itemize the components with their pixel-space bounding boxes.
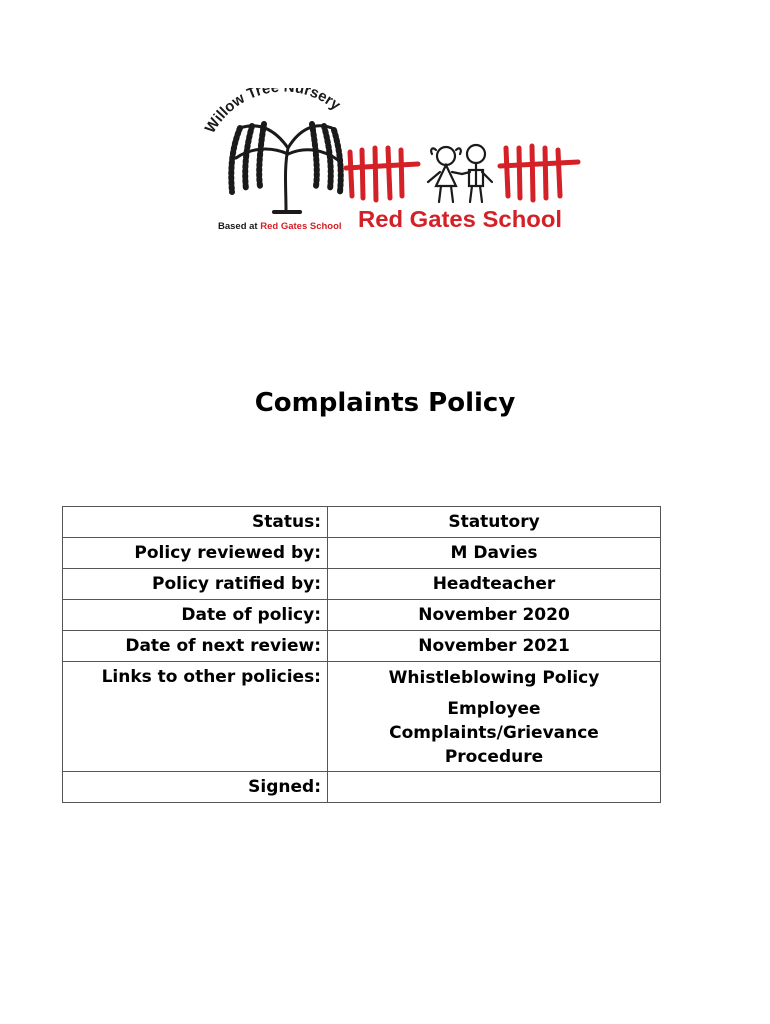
link-whistleblowing: Whistleblowing Policy [388,668,600,688]
status-label: Status: [63,507,328,538]
school-name: Red Gates School [358,206,562,232]
ratified-by-label: Policy ratified by: [63,569,328,600]
left-gate-icon [346,148,418,200]
school-logos [200,88,600,238]
table-row [63,569,661,600]
page-title: Complaints Policy [254,388,516,418]
date-of-policy-label: Date of policy: [63,600,328,631]
date-of-policy-value: November 2020 [328,600,661,631]
willow-tree-nursery-logo [202,88,344,232]
ratified-by-value: Headteacher [328,569,661,600]
based-at-school: Red Gates School [260,221,342,232]
table-row [63,631,661,662]
link-employee-line-3: Procedure [444,747,544,767]
table-row [63,507,661,538]
links-label: Links to other policies: [63,662,328,772]
reviewed-by-label: Policy reviewed by: [63,538,328,569]
link-employee-line-2: Complaints/Grievance [389,723,599,743]
right-gate-icon [500,146,578,200]
table-row [63,772,661,803]
policy-table [62,506,661,803]
willow-tree-icon [231,124,340,212]
logos-graphic [200,88,600,238]
table-row [63,538,661,569]
signed-label: Signed: [63,772,328,803]
reviewed-by-value: M Davies [328,538,661,569]
next-review-label: Date of next review: [63,631,328,662]
nursery-arc-text: Willow Tre ursery [201,88,344,137]
status-value: Statutory [328,507,661,538]
children-icon [428,145,492,202]
table-row [63,600,661,631]
red-gates-school-logo [346,145,578,232]
signed-value [328,772,661,803]
next-review-value: November 2021 [328,631,661,662]
based-at-prefix: Based at [218,221,261,232]
table-row [63,662,661,772]
svg-text:Based at Red Gates School [218,221,342,232]
links-value [328,662,661,772]
link-employee-line-1: Employee [447,699,541,719]
